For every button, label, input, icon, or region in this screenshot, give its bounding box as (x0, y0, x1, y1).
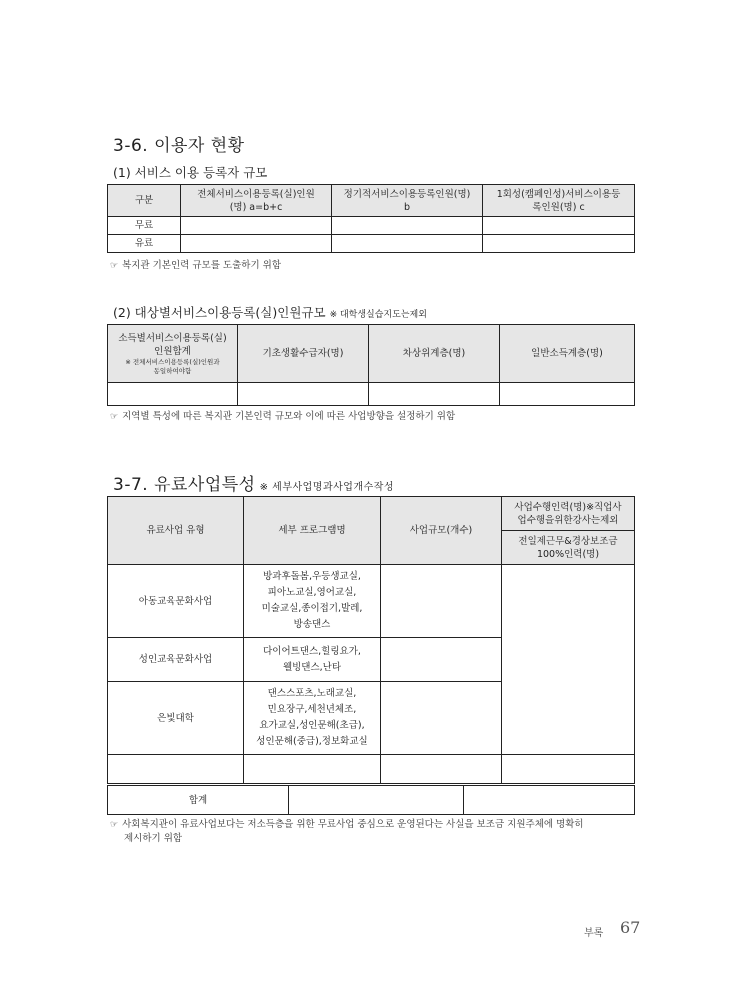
header-program-scale: 사업규모(개수) (381, 497, 502, 565)
memo-1 (110, 259, 281, 273)
header-total-registrants: 전체서비스이용등록(실)인원 (명) a=b+c (181, 185, 332, 217)
header-onetime-registrants: 1회성(캠페인성)서비스이용등 록인원(명) c (483, 185, 635, 217)
header-income-total-note: ※ 전체서비스이용등록(실)인원과 동일하여야함 (125, 357, 220, 375)
header-regular-registrants: 정기적서비스이용등록인원(명) b (332, 185, 483, 217)
row-type-children: 아동교육문화사업 (108, 565, 244, 638)
section-note: ※ 세부사업명과사업개수작성 (259, 482, 395, 493)
table-cell (483, 217, 635, 235)
target-registrant-table (107, 324, 635, 406)
paid-program-total-table (107, 785, 635, 815)
table-cell (502, 565, 635, 755)
row-label-free: 무료 (108, 217, 181, 235)
table-cell (181, 235, 332, 253)
subsection-title-1: (1) 서비스 이용 등록자 규모 (113, 165, 268, 180)
table-cell (289, 786, 464, 815)
table-cell (369, 383, 500, 406)
row-type-adult: 성인교육문화사업 (108, 638, 244, 682)
header-staff: 사업수행인력(명)※직업사 업수행을위한강사는제외 (502, 497, 635, 531)
table-cell (483, 235, 635, 253)
row-label-paid: 유료 (108, 235, 181, 253)
registrant-scale-table (107, 184, 635, 253)
table-cell (381, 682, 502, 755)
page-number: 67 (620, 918, 641, 937)
memo-line-2: 제시하기 위함 (124, 833, 183, 844)
table-cell (181, 217, 332, 235)
section-title-3-7 (113, 470, 394, 495)
header-program-names: 세부 프로그램명 (244, 497, 381, 565)
memo-3 (110, 818, 640, 846)
section-title-3-6 (113, 131, 245, 156)
table-cell (244, 755, 381, 784)
memo-line-1 (110, 818, 640, 832)
memo-2 (110, 410, 455, 424)
row-programs-adult: 다이어트댄스,힐링요가, 웰빙댄스,난타 (244, 638, 381, 682)
subsection-note: ※ 대학생실습지도는제외 (329, 310, 427, 320)
header-income-total-label: 소득별서비스이용등록(실) 인원합계 (118, 332, 227, 357)
section-title-text: 3-7. 유료사업특성 (113, 475, 256, 495)
memo-text: 지역별 특성에 따른 복지관 기본인력 규모와 이에 따른 사업방향을 설정하기 위함 (122, 411, 456, 422)
row-programs-children: 방과후돌봄,우등생교실, 피아노교실,영어교실, 미술교실,종이접기,발레, 방송댄스 (244, 565, 381, 638)
header-category: 구분 (108, 185, 181, 217)
table-cell (108, 383, 238, 406)
table-cell (500, 383, 635, 406)
header-fulltime-staff: 전일제근무&경상보조금 100%인력(명) (502, 531, 635, 565)
pointing-hand-icon: ☞ (110, 820, 119, 830)
pointing-hand-icon: ☞ (110, 261, 119, 271)
row-programs-silver: 댄스스포츠,노래교실, 민요장구,세천년체조, 요가교실,성인문해(초급), 성인문해(중급),정보화교실 (244, 682, 381, 755)
table-cell (332, 235, 483, 253)
memo-text: 복지관 기본인력 규모를 도출하기 위함 (122, 260, 281, 271)
section-title-text: 3-6. 이용자 현황 (113, 136, 245, 156)
table-cell (238, 383, 369, 406)
memo-text: 사회복지관이 유료사업보다는 저소득층을 위한 무료사업 중심으로 운영된다는 사실을 보조금 지원주체에 명확히 (122, 819, 584, 830)
subsection-title-text: (2) 대상별서비스이용등록(실)인원규모 (113, 305, 326, 320)
footer-label: 부록 (584, 928, 604, 939)
table-cell (381, 638, 502, 682)
header-basic-recipient: 기초생활수급자(명) (238, 325, 369, 383)
header-general-income: 일반소득계층(명) (500, 325, 635, 383)
table-cell (464, 786, 635, 815)
total-label: 합계 (108, 786, 289, 815)
header-program-type: 유료사업 유형 (108, 497, 244, 565)
table-cell (381, 565, 502, 638)
header-income-total (108, 325, 238, 383)
paid-program-table (107, 496, 635, 784)
table-cell (108, 755, 244, 784)
table-cell (381, 755, 502, 784)
header-near-poverty: 차상위계층(명) (369, 325, 500, 383)
pointing-hand-icon: ☞ (110, 412, 119, 422)
table-cell (332, 217, 483, 235)
subsection-title-2 (113, 303, 427, 321)
table-cell (502, 755, 635, 784)
row-type-silver: 은빛대학 (108, 682, 244, 755)
